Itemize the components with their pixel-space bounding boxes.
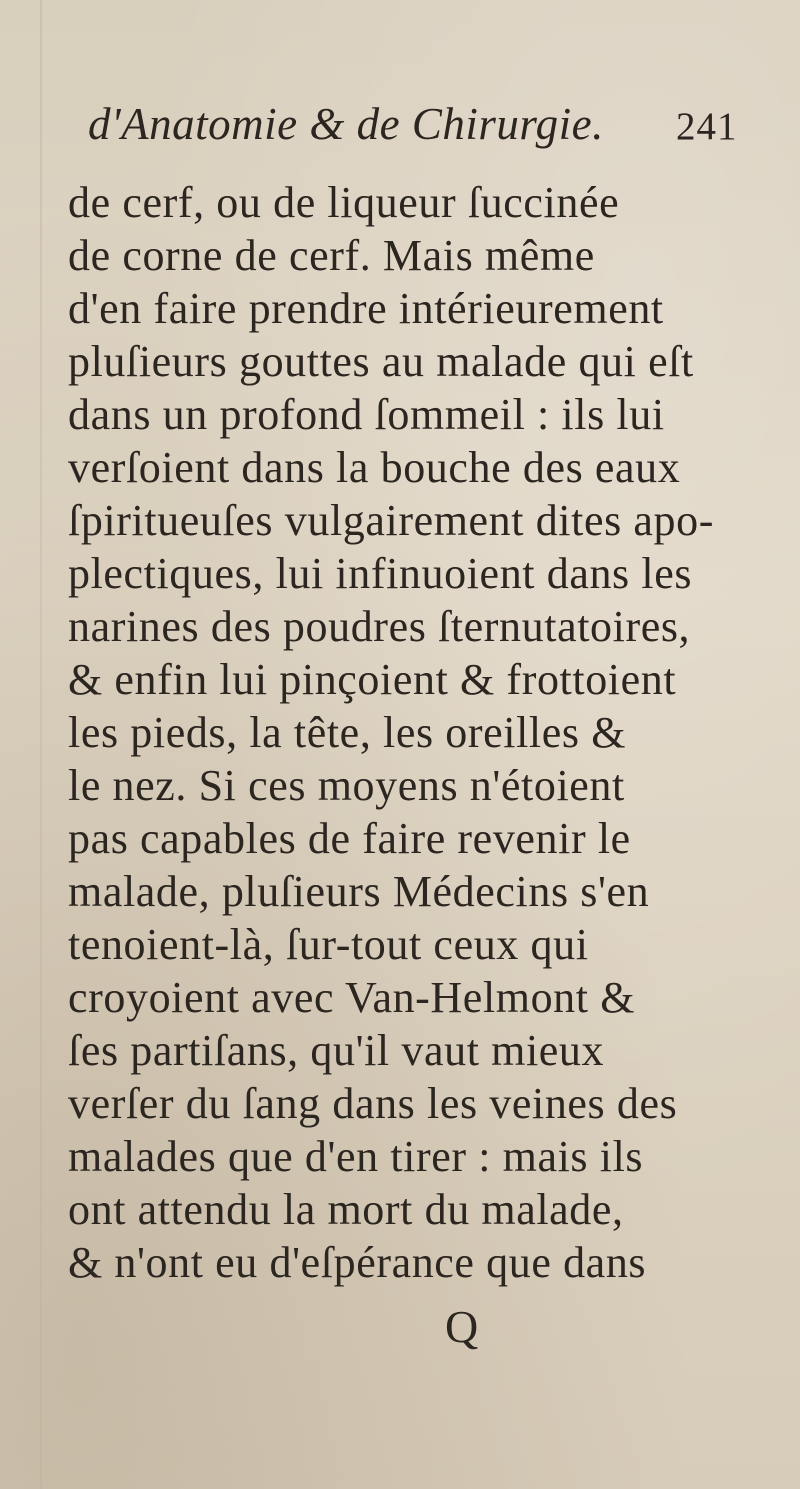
body-text	[68, 176, 768, 1289]
signature-mark: Q	[445, 1301, 479, 1352]
text-line: malades que d'en tirer : mais ils	[68, 1132, 644, 1181]
running-head: d'Anatomie & de Chirurgie.	[88, 99, 604, 149]
text-line: ont attendu la mort du malade,	[68, 1185, 624, 1234]
text-line: & n'ont eu d'eſpérance que dans	[68, 1238, 647, 1287]
text-line: ſpiritueuſes vulgairement dites apo-	[68, 496, 714, 545]
text-line: pluſieurs gouttes au malade qui eſt	[68, 337, 694, 386]
text-line: plectiques, lui infinuoient dans les	[68, 549, 693, 598]
text-line: dans un profond ſommeil : ils lui	[68, 390, 665, 439]
text-line: les pieds, la tête, les oreilles &	[68, 708, 627, 757]
text-line: malade, pluſieurs Médecins s'en	[68, 867, 650, 916]
text-line: croyoient avec Van-Helmont &	[68, 973, 636, 1022]
text-line: le nez. Si ces moyens n'étoient	[68, 761, 625, 810]
text-line: d'en faire prendre intérieurement	[68, 284, 664, 333]
text-line: de cerf, ou de liqueur ſuccinée	[68, 178, 620, 227]
page-header	[88, 98, 778, 160]
text-line: verſer du ſang dans les veines des	[68, 1079, 678, 1128]
page-edge-shadow	[40, 0, 42, 1489]
text-line: tenoient-là, ſur-tout ceux qui	[68, 920, 589, 969]
text-line: ſes partiſans, qu'il vaut mieux	[68, 1026, 605, 1075]
text-line: verſoient dans la bouche des eaux	[68, 443, 681, 492]
text-line: & enfin lui pinçoient & frottoient	[68, 655, 677, 704]
text-line: de corne de cerf. Mais même	[68, 231, 595, 280]
page-number: 241	[676, 105, 738, 148]
text-line: narines des poudres ſternutatoires,	[68, 602, 691, 651]
text-line: pas capables de faire revenir le	[68, 814, 631, 863]
